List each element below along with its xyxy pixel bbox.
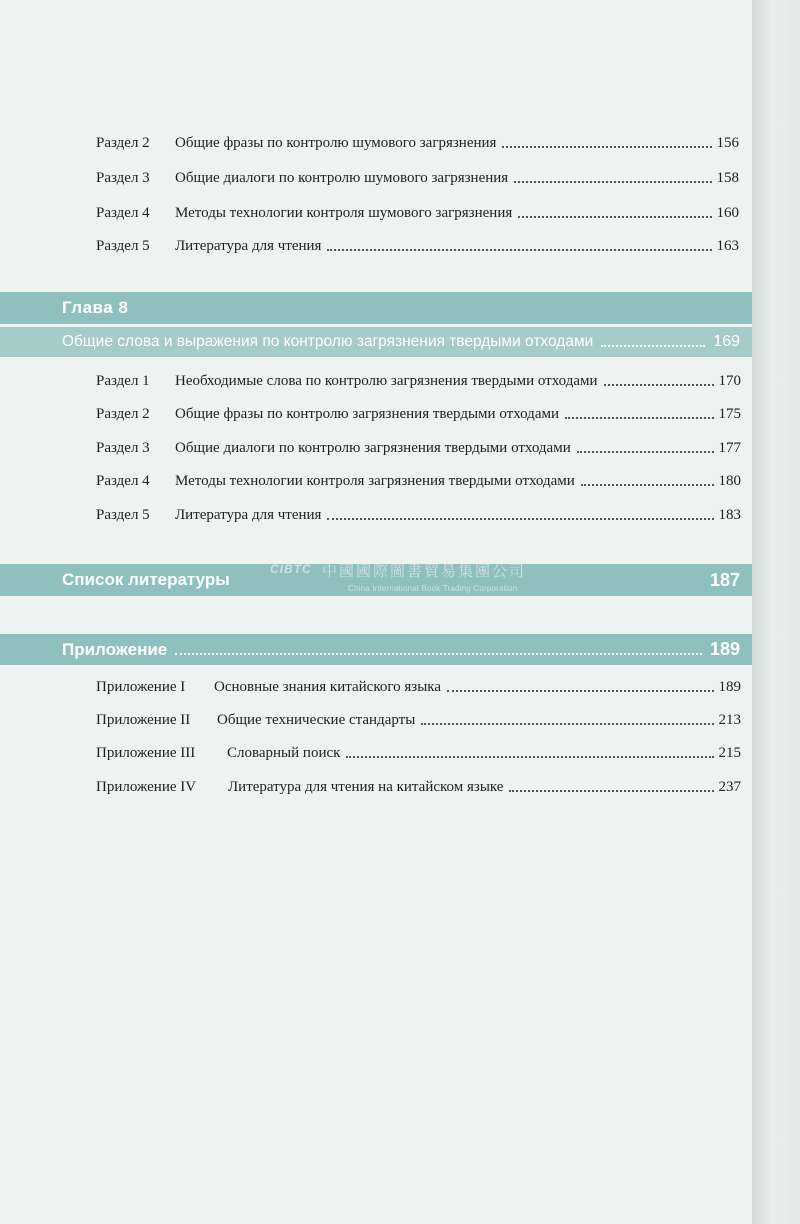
- appendix-band[interactable]: [0, 634, 762, 665]
- section-number: Раздел 5: [96, 238, 150, 254]
- appendix-page-number: 189: [709, 639, 740, 659]
- page-number: 215: [718, 745, 741, 761]
- toc-entry[interactable]: [96, 466, 741, 490]
- section-title: Общие фразы по контролю шумового загрязнения: [175, 135, 497, 151]
- page-number: 163: [716, 238, 739, 254]
- section-title: Общие диалоги по контролю шумового загрязнения: [175, 170, 509, 186]
- section-number: Раздел 5: [96, 507, 150, 523]
- section-title: Методы технологии контроля загрязнения твердыми отходами: [175, 473, 575, 489]
- toc-entry[interactable]: [96, 366, 741, 390]
- dot-leader: [514, 181, 711, 183]
- page-number: 170: [718, 373, 741, 389]
- section-title: Общие диалоги по контролю загрязнения твердыми отходами: [175, 440, 571, 456]
- section-title: Литература для чтения: [175, 238, 322, 254]
- page-edge-shadow: [752, 0, 800, 1224]
- section-title: Методы технологии контроля шумового загрязнения: [175, 205, 513, 221]
- section-number: Раздел 4: [96, 473, 150, 489]
- appendix-title: Литература для чтения на китайском языке: [228, 779, 504, 795]
- page-number: 183: [718, 507, 741, 523]
- appendix-number: Приложение III: [96, 745, 196, 761]
- section-number: Раздел 3: [96, 170, 150, 186]
- dot-leader: [577, 451, 714, 453]
- watermark-chinese-text: 中國國際圖書貿易集團公司: [322, 562, 527, 580]
- section-number: Раздел 3: [96, 440, 150, 456]
- page-number: 160: [716, 205, 739, 221]
- appendix-title: Общие технические стандарты: [217, 712, 416, 728]
- section-number: Раздел 1: [96, 373, 150, 389]
- chapter-page-number: 169: [713, 333, 740, 350]
- toc-entry[interactable]: [96, 128, 739, 152]
- toc-entry[interactable]: [96, 198, 739, 222]
- dot-leader: [509, 790, 713, 792]
- section-number: Раздел 2: [96, 406, 150, 422]
- dot-leader: [581, 484, 714, 486]
- toc-entry[interactable]: [96, 672, 741, 696]
- page-number: 177: [718, 440, 741, 456]
- appendix-title: Словарный поиск: [227, 745, 341, 761]
- dot-leader: [502, 146, 711, 148]
- watermark-english-text: China International Book Trading Corporation: [348, 584, 518, 593]
- page-number: 213: [718, 712, 741, 728]
- page-number: 158: [716, 170, 739, 186]
- appendix-number: Приложение II: [96, 712, 191, 728]
- toc-entry[interactable]: [96, 500, 741, 524]
- toc-entry[interactable]: [96, 738, 741, 762]
- dot-leader: [518, 216, 711, 218]
- bibliography-label: Список литературы: [62, 570, 230, 589]
- section-number: Раздел 4: [96, 205, 150, 221]
- toc-entry[interactable]: [96, 772, 741, 796]
- dot-leader: [421, 723, 713, 725]
- page-number: 180: [718, 473, 741, 489]
- dot-leader: [346, 756, 713, 758]
- toc-entry[interactable]: [96, 231, 739, 255]
- watermark-logo: CIBTC: [270, 562, 312, 576]
- section-title: Литература для чтения: [175, 507, 322, 523]
- chapter-label: Глава 8: [62, 298, 129, 317]
- section-title: Общие фразы по контролю загрязнения твердыми отходами: [175, 406, 559, 422]
- dot-leader: [327, 249, 711, 251]
- appendix-label: Приложение: [62, 639, 168, 659]
- dot-leader: [565, 417, 714, 419]
- dot-leader: [604, 384, 714, 386]
- dot-leader: [175, 653, 702, 655]
- appendix-number: Приложение I: [96, 679, 186, 695]
- chapter-title: Общие слова и выражения по контролю загрязнения твердыми отходами: [62, 333, 594, 350]
- dot-leader: [601, 345, 705, 347]
- page-number: 237: [718, 779, 741, 795]
- page-number: 156: [716, 135, 739, 151]
- watermark: [270, 562, 570, 602]
- page-number: 175: [718, 406, 741, 422]
- chapter-header-band[interactable]: [0, 292, 766, 324]
- appendix-title: Основные знания китайского языка: [214, 679, 441, 695]
- section-number: Раздел 2: [96, 135, 150, 151]
- appendix-number: Приложение IV: [96, 779, 197, 795]
- toc-entry[interactable]: [96, 399, 741, 423]
- toc-entry[interactable]: [96, 705, 741, 729]
- page-number: 189: [718, 679, 741, 695]
- dot-leader: [447, 690, 714, 692]
- dot-leader: [327, 518, 713, 520]
- section-title: Необходимые слова по контролю загрязнения твердыми отходами: [175, 373, 598, 389]
- toc-entry[interactable]: [96, 163, 739, 187]
- toc-entry[interactable]: [96, 433, 741, 457]
- bibliography-page-number: 187: [709, 569, 740, 590]
- chapter-title-band[interactable]: [0, 327, 762, 357]
